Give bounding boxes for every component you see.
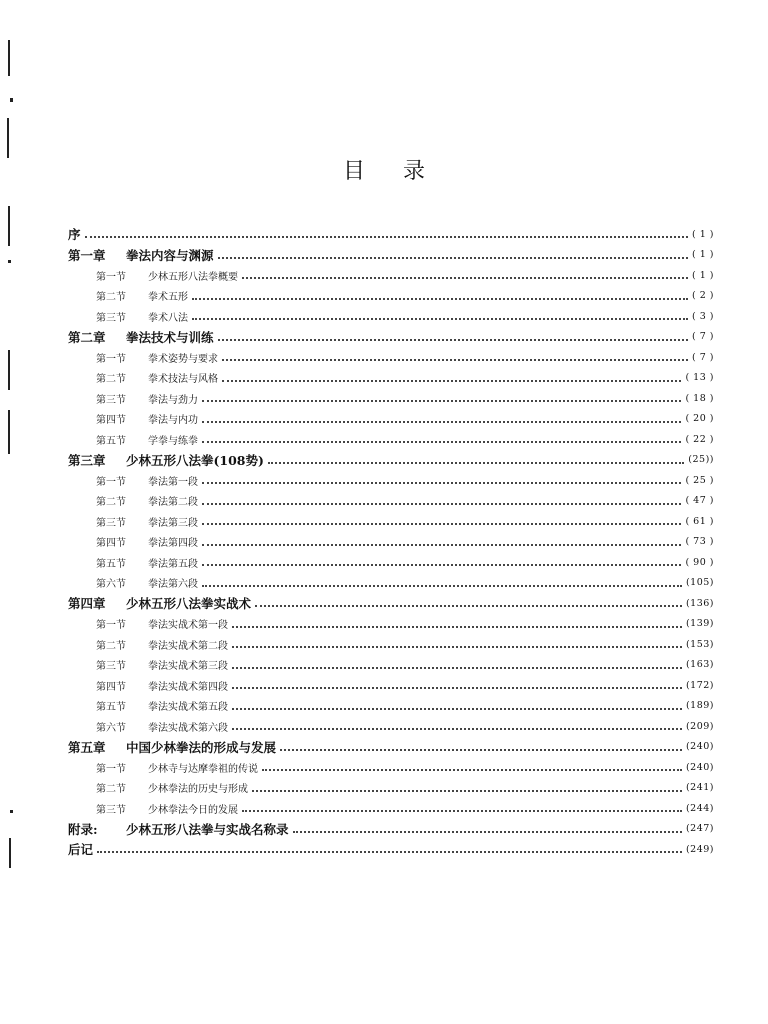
toc-page-number: ( 61 )	[685, 515, 714, 527]
dot-leader	[232, 626, 682, 628]
scan-mark	[8, 260, 11, 263]
toc-entry-label	[68, 820, 289, 838]
toc-page-number: ( 22 )	[685, 433, 714, 445]
toc-page-number: ( 1 )	[692, 269, 714, 281]
toc-section-row	[68, 286, 714, 307]
toc-entry-number: 后记	[68, 842, 94, 858]
dot-leader	[202, 503, 681, 505]
toc-section-row	[68, 778, 714, 799]
toc-entry-title: 学拳与练拳	[148, 435, 198, 447]
toc-entry-title: 拳法技术与训练	[126, 329, 214, 345]
toc-entry-title: 少林五形八法拳与实战名称录	[126, 821, 289, 837]
toc-entry-title: 少林拳法今日的发展	[148, 804, 238, 816]
dot-leader	[262, 769, 682, 771]
toc-section-row	[68, 429, 714, 450]
toc-page-number: (136)	[685, 597, 714, 609]
toc-section-row	[68, 409, 714, 430]
toc-entry-label	[68, 246, 214, 264]
toc-page-number: (244)	[685, 802, 714, 814]
toc-page-number: (153)	[685, 638, 714, 650]
toc-entry-label	[96, 534, 198, 549]
toc-page-number: ( 25 )	[685, 474, 714, 486]
scan-mark	[8, 410, 10, 454]
scan-mark	[7, 118, 9, 158]
dot-leader	[97, 851, 682, 853]
toc-entry-title: 拳术八法	[148, 312, 188, 324]
toc-entry-number: 第一节	[96, 353, 126, 365]
dot-leader	[202, 564, 681, 566]
toc-entry-label	[96, 616, 228, 631]
toc-entry-title: 拳法与劲力	[148, 394, 198, 406]
toc-entry-number: 第三节	[96, 661, 126, 673]
dot-leader	[242, 810, 682, 812]
toc-page-number: (247)	[685, 823, 714, 835]
toc-entry-label	[96, 473, 198, 488]
toc-chapter-row	[68, 819, 714, 840]
toc-entry-label	[96, 288, 188, 303]
toc-entry-label	[96, 493, 198, 508]
toc-entry-label	[96, 575, 198, 590]
toc-entry-number: 第四节	[96, 538, 126, 550]
toc-page-number: (172)	[685, 679, 714, 691]
toc-section-row	[68, 532, 714, 553]
dot-leader	[268, 462, 684, 464]
page-title	[0, 154, 768, 185]
toc-page-number: ( 20 )	[685, 413, 714, 425]
dot-leader	[232, 646, 682, 648]
toc-page-number: (139)	[685, 618, 714, 630]
title-char-left: 目	[342, 159, 365, 184]
toc-chapter-row	[68, 839, 714, 860]
toc-entry-number: 第一节	[96, 763, 126, 775]
dot-leader	[85, 236, 688, 238]
toc-entry-number: 第一节	[96, 476, 126, 488]
toc-entry-label	[96, 637, 228, 652]
toc-page-number: ( 1 )	[692, 249, 714, 261]
toc-section-row	[68, 634, 714, 655]
toc-section-row	[68, 491, 714, 512]
toc-section-row	[68, 552, 714, 573]
toc-entry-label	[68, 738, 276, 756]
toc-entry-title: 拳法第六段	[148, 579, 198, 591]
dot-leader	[232, 728, 682, 730]
toc-entry-title: 少林五形八法拳(108势)	[126, 452, 264, 468]
toc-entry-title: 拳法第一段	[148, 476, 198, 488]
toc-entry-title: 少林五形八法拳实战术	[126, 596, 252, 612]
toc-chapter-row	[68, 245, 714, 266]
toc-entry-title: 拳法与内功	[148, 415, 198, 427]
toc-entry-number: 第二节	[96, 374, 126, 386]
toc-entry-number: 第五节	[96, 558, 126, 570]
toc-entry-label	[96, 719, 228, 734]
toc-entry-title: 拳法实战术第五段	[148, 702, 228, 714]
toc-entry-number: 第三章	[68, 452, 106, 468]
toc-entry-label	[96, 432, 198, 447]
toc-entry-title: 拳术技法与风格	[148, 374, 218, 386]
toc-page-number: ( 7 )	[692, 351, 714, 363]
toc-entry-label	[96, 657, 228, 672]
toc-section-row	[68, 347, 714, 368]
toc-page-number: (249)	[685, 843, 714, 855]
toc-page-number: (209)	[685, 720, 714, 732]
toc-entry-title: 拳法第四段	[148, 538, 198, 550]
dot-leader	[232, 708, 682, 710]
toc-entry-title: 拳法实战术第四段	[148, 681, 228, 693]
toc-entry-label	[96, 801, 238, 816]
toc-chapter-row	[68, 224, 714, 245]
dot-leader	[202, 585, 682, 587]
toc-entry-number: 第五章	[68, 739, 106, 755]
dot-leader	[202, 482, 681, 484]
toc-entry-label	[96, 350, 218, 365]
toc-page-number: (25))	[688, 454, 714, 466]
toc-entry-number: 第二节	[96, 640, 126, 652]
toc-entry-number: 第四章	[68, 596, 106, 612]
toc-entry-label	[68, 840, 93, 858]
toc-entry-title: 拳法实战术第一段	[148, 620, 228, 632]
dot-leader	[192, 298, 688, 300]
toc-entry-label	[68, 225, 81, 243]
dot-leader	[202, 523, 681, 525]
toc-entry-number: 序	[68, 227, 81, 243]
scan-mark	[10, 98, 13, 102]
dot-leader	[280, 749, 682, 751]
toc-entry-label	[96, 698, 228, 713]
toc-entry-label	[96, 760, 258, 775]
toc-entry-label	[96, 555, 198, 570]
dot-leader	[293, 831, 682, 833]
dot-leader	[218, 339, 688, 341]
toc-entry-label	[96, 678, 228, 693]
toc-entry-number: 第三节	[96, 517, 126, 529]
toc-section-row	[68, 655, 714, 676]
toc-entry-title: 拳术姿势与要求	[148, 353, 218, 365]
table-of-contents	[68, 224, 714, 860]
toc-page-number: ( 13 )	[685, 372, 714, 384]
dot-leader	[232, 667, 682, 669]
dot-leader	[232, 687, 682, 689]
toc-section-row	[68, 368, 714, 389]
toc-entry-number: 第二节	[96, 784, 126, 796]
toc-page-number: ( 90 )	[685, 556, 714, 568]
toc-page-number: (240)	[685, 741, 714, 753]
toc-entry-label	[96, 411, 198, 426]
toc-section-row	[68, 470, 714, 491]
toc-section-row	[68, 265, 714, 286]
toc-page-number: ( 7 )	[692, 331, 714, 343]
toc-entry-label	[68, 594, 251, 612]
toc-entry-number: 第二章	[68, 329, 106, 345]
toc-entry-label	[96, 391, 198, 406]
toc-page-number: (240)	[685, 761, 714, 773]
toc-entry-number: 第五节	[96, 702, 126, 714]
toc-page-number: (241)	[685, 782, 714, 794]
scan-mark	[10, 810, 13, 813]
toc-entry-label	[68, 451, 264, 469]
toc-entry-title: 拳法实战术第三段	[148, 661, 228, 673]
toc-entry-number: 附录:	[68, 821, 98, 837]
toc-page-number: ( 3 )	[692, 310, 714, 322]
scan-mark	[8, 350, 10, 390]
toc-entry-label	[68, 328, 214, 346]
toc-entry-number: 第四节	[96, 415, 126, 427]
toc-entry-title: 少林五形八法拳概要	[148, 271, 238, 283]
toc-section-row	[68, 573, 714, 594]
toc-section-row	[68, 716, 714, 737]
toc-entry-number: 第四节	[96, 681, 126, 693]
dot-leader	[202, 544, 681, 546]
toc-chapter-row	[68, 450, 714, 471]
toc-section-row	[68, 675, 714, 696]
scan-mark	[8, 40, 10, 76]
toc-section-row	[68, 798, 714, 819]
toc-entry-label	[96, 514, 198, 529]
dot-leader	[222, 359, 688, 361]
dot-leader	[222, 380, 681, 382]
toc-section-row	[68, 388, 714, 409]
toc-entry-title: 拳法第二段	[148, 497, 198, 509]
toc-entry-label	[96, 268, 238, 283]
toc-entry-number: 第六节	[96, 579, 126, 591]
toc-section-row	[68, 306, 714, 327]
toc-entry-number: 第一节	[96, 620, 126, 632]
toc-page-number: ( 18 )	[685, 392, 714, 404]
toc-entry-number: 第六节	[96, 722, 126, 734]
dot-leader	[202, 400, 681, 402]
toc-page-number: (163)	[685, 659, 714, 671]
toc-entry-title: 拳术五形	[148, 292, 188, 304]
dot-leader	[202, 421, 681, 423]
toc-page-number: (189)	[685, 700, 714, 712]
toc-entry-title: 拳法实战术第六段	[148, 722, 228, 734]
dot-leader	[218, 257, 688, 259]
toc-entry-number: 第一章	[68, 247, 106, 263]
toc-entry-label	[96, 309, 188, 324]
dot-leader	[192, 318, 688, 320]
toc-section-row	[68, 757, 714, 778]
toc-page-number: (105)	[685, 577, 714, 589]
toc-entry-title: 拳法内容与渊源	[126, 247, 214, 263]
toc-entry-title: 中国少林拳法的形成与发展	[126, 739, 277, 755]
toc-entry-title: 拳法实战术第二段	[148, 640, 228, 652]
toc-page-number: ( 2 )	[692, 290, 714, 302]
toc-page-number: ( 47 )	[685, 495, 714, 507]
toc-entry-number: 第三节	[96, 804, 126, 816]
toc-entry-title: 拳法第三段	[148, 517, 198, 529]
toc-entry-number: 第二节	[96, 497, 126, 509]
toc-section-row	[68, 511, 714, 532]
toc-entry-title: 拳法第五段	[148, 558, 198, 570]
scan-mark	[8, 206, 10, 246]
toc-entry-label	[96, 780, 248, 795]
dot-leader	[242, 277, 688, 279]
title-char-right: 录	[403, 159, 426, 184]
toc-entry-number: 第三节	[96, 312, 126, 324]
toc-entry-number: 第二节	[96, 292, 126, 304]
toc-entry-label	[96, 370, 218, 385]
toc-section-row	[68, 614, 714, 635]
toc-entry-number: 第一节	[96, 271, 126, 283]
toc-entry-number: 第五节	[96, 435, 126, 447]
toc-page-number: ( 73 )	[685, 536, 714, 548]
dot-leader	[202, 441, 681, 443]
toc-chapter-row	[68, 593, 714, 614]
toc-page-number: ( 1 )	[692, 228, 714, 240]
toc-chapter-row	[68, 737, 714, 758]
toc-entry-number: 第三节	[96, 394, 126, 406]
toc-entry-title: 少林寺与达摩拳祖的传说	[148, 763, 258, 775]
toc-section-row	[68, 696, 714, 717]
dot-leader	[255, 605, 682, 607]
scan-mark	[9, 838, 11, 868]
dot-leader	[252, 790, 682, 792]
toc-chapter-row	[68, 327, 714, 348]
toc-entry-title: 少林拳法的历史与形成	[148, 784, 248, 796]
